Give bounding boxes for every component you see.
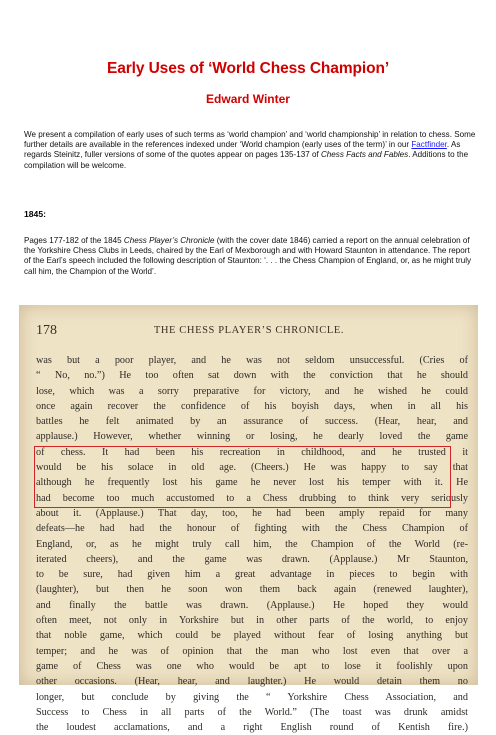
scan-line: lose, which was a sorry preparative for victory, and he wished he could bbox=[36, 385, 468, 397]
journal-title: Chess Player’s Chronicle bbox=[123, 236, 215, 245]
scan-line: and finally the battle was drawn. (Applause.) He hoped they would bbox=[36, 599, 468, 611]
scan-line: had become too much accustomed to a Chess drubbing to think very seriously bbox=[36, 492, 468, 504]
p1845-text-2: (with the cover date 1846) carried a report on the annual celebration of the Yorkshire Chess Clubs in Leeds, chaired by the Earl of Mexborough and with Howard Staunton in attendance. The report of the Earl’s speech included the following description of Staunton: ‘. . . the Chess Champion of England, or, as he might truly call him, the Champion of the World’. bbox=[24, 236, 472, 276]
scan-line: about it. (Applause.) That day, too, he had been amply repaid for many bbox=[36, 507, 468, 519]
intro-paragraph bbox=[24, 130, 476, 171]
scan-header bbox=[20, 323, 478, 339]
page-title: Early Uses of ‘World Chess Champion’ bbox=[106, 60, 390, 77]
scanned-page-image bbox=[19, 305, 478, 734]
scan-line: (laughter), but then he soon won them back again (renewed laughter), bbox=[36, 584, 468, 596]
scan-line: England, or, as he might truly call him, the Champion of the World (re- bbox=[36, 538, 468, 550]
scan-line: would be his solace in old age. (Cheers.) He was happy to say that bbox=[36, 462, 468, 474]
scan-line: applause.) However, whether winning or losing, he dearly loved the game bbox=[36, 431, 468, 443]
paragraph-1845 bbox=[24, 236, 476, 277]
scan-line: of chess. It had been his recreation in childhood, and he trusted it bbox=[36, 446, 468, 458]
scan-line: temper; and he was of opinion that the man who lost even that over a bbox=[36, 645, 468, 657]
scan-line: game of Chess was one who would be apt to lose it foolishly upon bbox=[36, 660, 468, 672]
scan-line: iterated cheers), and the game was drawn. (Applause.) Mr Staunton, bbox=[36, 553, 468, 565]
scan-line: defeats—he had had the honour of fighting with the Chess Champion of bbox=[36, 523, 468, 535]
intro-text-1: We present a compilation of early uses of such terms as ‘world champion’ and ‘world championship’ in relation to chess. Some further details are available in the references indexed under ‘World champion (early uses of the term)’ in our bbox=[24, 130, 476, 150]
scan-body-text bbox=[36, 353, 468, 735]
scan-line: often meet, not only in Yorkshire but in other parts of the world, to enjoy bbox=[36, 615, 468, 627]
scan-line: battles he felt animated by an assurance of success. (Hear, hear, and bbox=[36, 416, 468, 428]
scan-line: other occasions. (Hear, hear, and laughter.) He would detain them no bbox=[36, 676, 468, 688]
scan-line: once again recover the confidence of his boyish days, when in all his bbox=[36, 400, 468, 412]
factfinder-link[interactable]: Factfinder bbox=[411, 140, 447, 150]
p1845-text-1: Pages 177-182 of the 1845 bbox=[24, 236, 124, 245]
intro-text-3: . Additions to the compilation will be welcome. bbox=[24, 150, 469, 170]
scan-page-number: 178 bbox=[36, 323, 57, 338]
author-name: Edward Winter bbox=[206, 92, 290, 106]
scan-running-head: THE CHESS PLAYER’S CHRONICLE. bbox=[153, 325, 345, 336]
scan-line: longer, but conclude by giving the “ Yorkshire Chess Association, and bbox=[36, 691, 468, 703]
scan-line: was but a poor player, and he was not seldom unsuccessful. (Cries of bbox=[36, 355, 468, 366]
scan-line: to be sure, had given him a great advantage in pieces to begin with bbox=[36, 569, 468, 581]
scan-line: that noble game, which could be played without fear of losing anything but bbox=[36, 630, 468, 642]
scan-line: the loudest acclamations, and a right English round of Kentish fire.) bbox=[36, 722, 468, 734]
book-title: Chess Facts and Fables bbox=[320, 150, 409, 160]
scan-line: “ No, no.”) He too often sat down with the conviction that he should bbox=[36, 370, 468, 382]
intro-text-2: . As regards Steinitz, fuller versions of some of the quotes appear on pages 135-137 of bbox=[24, 140, 461, 160]
scan-line: although he frequently lost his game he never lost his temper with it. He bbox=[36, 477, 468, 489]
section-heading-1845: 1845: bbox=[24, 209, 46, 219]
scan-line: Success to Chess in all parts of the World.” (The toast was drunk amidst bbox=[36, 706, 468, 718]
highlight-box bbox=[34, 446, 451, 508]
